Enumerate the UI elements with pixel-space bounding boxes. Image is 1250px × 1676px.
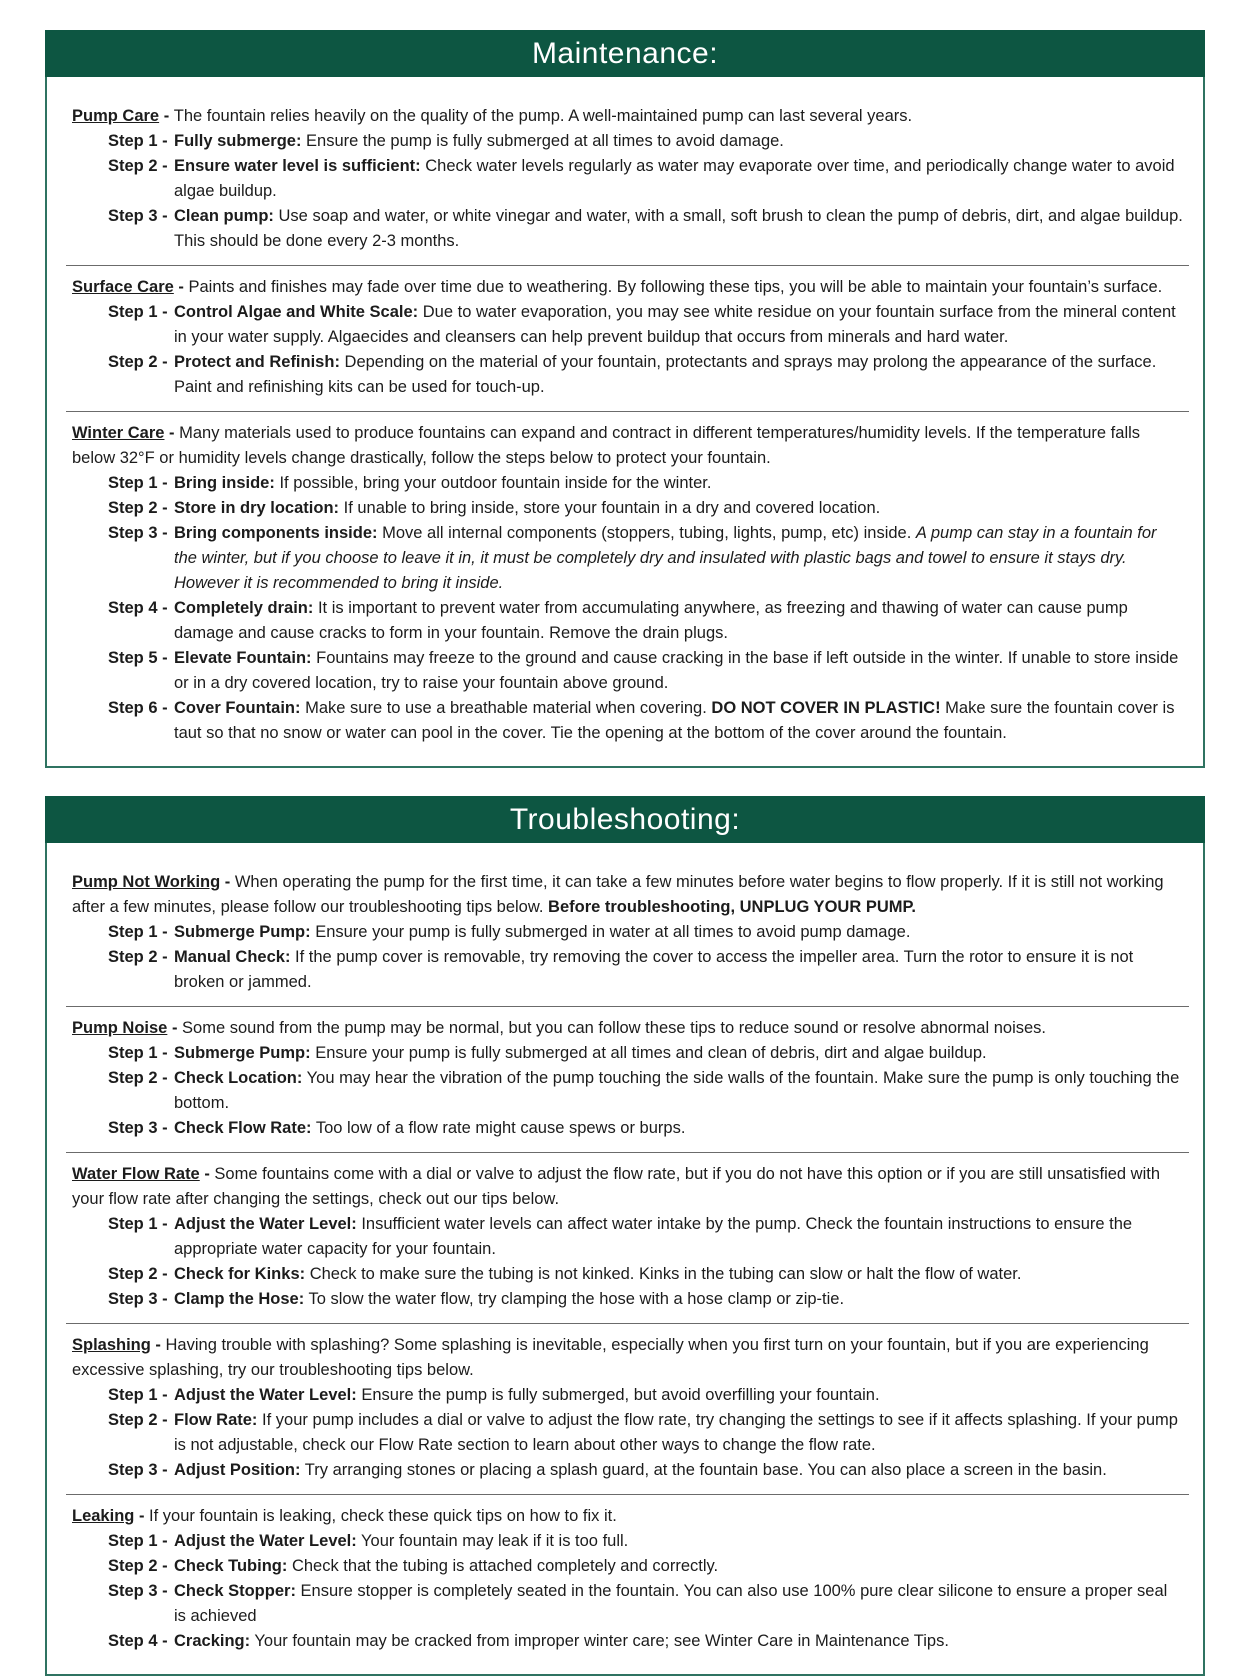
topic-intro-text: The fountain relies heavily on the quality of the pump. A well-maintained pump can last several years. — [173, 107, 913, 125]
topic-divider — [66, 1494, 1189, 1495]
step-row — [108, 1554, 1183, 1579]
step-text: Depending on the material of your fountain, protectants and sprays may prolong the appearance of the surface. Paint and refinishing kits can be used for touch-up. — [174, 353, 1157, 396]
step-title: Protect and Refinish: — [174, 353, 340, 371]
topic-pump-care — [72, 104, 1183, 254]
step-title: Flow Rate: — [174, 1411, 258, 1429]
step-label: Step 6 - — [108, 699, 168, 717]
step-body — [174, 300, 1183, 350]
step-label: Step 2 - — [108, 499, 168, 517]
topic-intro — [72, 104, 1183, 129]
step-label: Step 3 - — [108, 207, 168, 225]
step-body — [174, 1041, 1183, 1066]
step-title: Bring components inside: — [174, 524, 378, 542]
step-text: Insufficient water levels can affect water intake by the pump. Check the fountain instructions to ensure the appropriate water capacity for your fountain. — [174, 1215, 1133, 1258]
step-row — [108, 945, 1183, 995]
step-text: Check that the tubing is attached completely and correctly. — [291, 1557, 719, 1575]
step-text-after: Make sure the fountain cover is taut so that no snow or water can pool in the cover. Tie the opening at the bottom of the cover around the fountain. — [174, 699, 1175, 742]
topic-name: Surface Care — [72, 278, 174, 296]
step-row — [108, 1066, 1183, 1116]
step-text: Your fountain may be cracked from improper winter care; see Winter Care in Maintenance Tips. — [254, 1632, 949, 1650]
step-text: Ensure your pump is fully submerged at all times and clean of debris, dirt and algae buildup. — [315, 1044, 987, 1062]
step-title: Submerge Pump: — [174, 923, 311, 941]
topic-name: Pump Care — [72, 107, 160, 125]
topic-intro — [72, 1162, 1183, 1212]
step-label: Step 2 - — [108, 1265, 168, 1283]
topic-name: Pump Not Working — [72, 873, 221, 891]
step-text: Make sure to use a breathable material when covering. — [305, 699, 712, 717]
step-text: Your fountain may leak if it is too full. — [361, 1532, 629, 1550]
step-label: Step 4 - — [108, 599, 168, 617]
topic-name: Winter Care — [72, 424, 165, 442]
topic-intro-text: If your fountain is leaking, check these quick tips on how to fix it. — [149, 1507, 617, 1525]
step-body — [174, 154, 1183, 204]
topic-intro — [72, 1504, 1183, 1529]
step-text: If unable to bring inside, store your fountain in a dry and covered location. — [343, 499, 881, 517]
step-title: Ensure water level is sufficient: — [174, 157, 421, 175]
step-label: Step 1 - — [108, 1532, 168, 1550]
step-text: If your pump includes a dial or valve to adjust the flow rate, try changing the settings to see if it affects splashing. If your pump is not adjustable, check our Flow Rate section to learn about other ways to change the flow rate. — [174, 1411, 1178, 1454]
step-body — [174, 471, 1183, 496]
step-body — [174, 1458, 1183, 1483]
topic-dash: - — [199, 1165, 215, 1183]
step-title: Clean pump: — [174, 207, 274, 225]
step-row — [108, 696, 1183, 746]
topic-intro — [72, 1016, 1183, 1041]
section-title-maintenance: Maintenance: — [45, 30, 1205, 77]
step-body — [174, 521, 1183, 596]
step-body — [174, 1262, 1183, 1287]
step-title: Adjust the Water Level: — [174, 1532, 357, 1550]
topic-water-flow-rate — [72, 1162, 1183, 1312]
step-body — [174, 496, 1183, 521]
section-title-troubleshooting: Troubleshooting: — [45, 796, 1205, 843]
topic-dash: - — [164, 424, 180, 442]
step-title: Check Tubing: — [174, 1557, 288, 1575]
step-label: Step 5 - — [108, 649, 168, 667]
step-label: Step 1 - — [108, 1386, 168, 1404]
step-title: Bring inside: — [174, 474, 275, 492]
step-row — [108, 920, 1183, 945]
step-row — [108, 350, 1183, 400]
topic-pump-noise — [72, 1016, 1183, 1141]
topic-intro — [72, 870, 1183, 920]
step-text: Fountains may freeze to the ground and cause cracking in the base if left outside in the winter. If unable to store inside or in a dry covered location, try to raise your fountain above ground. — [174, 649, 1179, 692]
step-row — [108, 1529, 1183, 1554]
step-label: Step 2 - — [108, 157, 168, 175]
step-row — [108, 1262, 1183, 1287]
step-body — [174, 204, 1183, 254]
section-body-maintenance — [45, 77, 1205, 768]
panel-maintenance — [45, 30, 1205, 768]
step-title: Check for Kinks: — [174, 1265, 306, 1283]
topic-intro — [72, 275, 1183, 300]
topic-intro-text: Paints and finishes may fade over time due to weathering. By following these tips, you will be able to maintain your fountain’s surface. — [188, 278, 1163, 296]
topic-intro-text: Many materials used to produce fountains can expand and contract in different temperatures/humidity levels. If the temperature falls below 32°F or humidity levels change drastically, follow the steps below to protect your fountain. — [72, 424, 1141, 467]
step-body — [174, 1579, 1183, 1629]
topic-divider — [66, 411, 1189, 412]
step-title: Adjust the Water Level: — [174, 1215, 357, 1233]
step-row — [108, 1408, 1183, 1458]
step-text: Ensure your pump is fully submerged in water at all times to avoid pump damage. — [315, 923, 911, 941]
step-title: Adjust the Water Level: — [174, 1386, 357, 1404]
step-label: Step 3 - — [108, 1582, 168, 1600]
topic-pump-not-working — [72, 870, 1183, 995]
step-label: Step 2 - — [108, 948, 168, 966]
step-body — [174, 1554, 1183, 1579]
step-title: Store in dry location: — [174, 499, 340, 517]
step-label: Step 3 - — [108, 1461, 168, 1479]
step-row — [108, 1287, 1183, 1312]
topic-name: Water Flow Rate — [72, 1165, 200, 1183]
topic-dash: - — [173, 278, 189, 296]
step-body — [174, 920, 1183, 945]
step-row — [108, 596, 1183, 646]
step-body — [174, 1408, 1183, 1458]
step-text-italic: A pump can stay in a fountain for the winter, but if you choose to leave it in, it must be completely dry and insulated with plastic bags and towel to ensure it stays dry. However it is recommended to bring it inside. — [174, 524, 1157, 592]
step-row — [108, 1579, 1183, 1629]
step-row — [108, 129, 1183, 154]
step-text: Check water levels regularly as water may evaporate over time, and periodically change water to avoid algae buildup. — [174, 157, 1175, 200]
step-label: Step 2 - — [108, 1411, 168, 1429]
step-title: Control Algae and White Scale: — [174, 303, 419, 321]
step-row — [108, 471, 1183, 496]
step-body — [174, 646, 1183, 696]
step-title: Elevate Fountain: — [174, 649, 312, 667]
step-row — [108, 300, 1183, 350]
step-title: Clamp the Hose: — [174, 1290, 305, 1308]
step-body — [174, 1066, 1183, 1116]
step-body — [174, 696, 1183, 746]
topic-name: Splashing — [72, 1336, 151, 1354]
section-body-troubleshooting — [45, 843, 1205, 1676]
step-row — [108, 521, 1183, 596]
topic-intro — [72, 1333, 1183, 1383]
step-label: Step 3 - — [108, 1119, 168, 1137]
step-title: Completely drain: — [174, 599, 314, 617]
step-text: Too low of a flow rate might cause spews or burps. — [315, 1119, 686, 1137]
topic-splashing — [72, 1333, 1183, 1483]
step-row — [108, 1383, 1183, 1408]
step-label: Step 3 - — [108, 1290, 168, 1308]
step-row — [108, 1458, 1183, 1483]
step-title: Cover Fountain: — [174, 699, 301, 717]
topic-dash: - — [167, 1019, 183, 1037]
step-body — [174, 596, 1183, 646]
step-text: Move all internal components (stoppers, tubing, lights, pump, etc) inside. — [382, 524, 916, 542]
step-body — [174, 945, 1183, 995]
step-title: Manual Check: — [174, 948, 291, 966]
step-title: Check Flow Rate: — [174, 1119, 312, 1137]
step-row — [108, 646, 1183, 696]
step-label: Step 1 - — [108, 923, 168, 941]
topic-intro — [72, 421, 1183, 471]
step-row — [108, 1212, 1183, 1262]
step-body — [174, 1116, 1183, 1141]
step-text: Due to water evaporation, you may see white residue on your fountain surface from the mineral content in your water supply. Algaecides and cleansers can help prevent buildup that occurs from minerals and hard water. — [174, 303, 1176, 346]
step-body — [174, 1529, 1183, 1554]
step-label: Step 1 - — [108, 1044, 168, 1062]
step-text: Check to make sure the tubing is not kinked. Kinks in the tubing can slow or halt the flow of water. — [309, 1265, 1022, 1283]
step-row — [108, 1041, 1183, 1066]
step-title: Check Stopper: — [174, 1582, 296, 1600]
step-body — [174, 1287, 1183, 1312]
step-text: Try arranging stones or placing a splash guard, at the fountain base. You can also place a screen in the basin. — [304, 1461, 1107, 1479]
step-label: Step 4 - — [108, 1632, 168, 1650]
step-text: You may hear the vibration of the pump touching the side walls of the fountain. Make sure the pump is only touching the bottom. — [174, 1069, 1180, 1112]
step-text: If possible, bring your outdoor fountain inside for the winter. — [279, 474, 712, 492]
step-text: To slow the water flow, try clamping the hose with a hose clamp or zip-tie. — [308, 1290, 845, 1308]
step-label: Step 1 - — [108, 303, 168, 321]
care-guide-document — [0, 30, 1250, 1676]
step-row — [108, 1116, 1183, 1141]
step-label: Step 2 - — [108, 1069, 168, 1087]
step-title: Cracking: — [174, 1632, 251, 1650]
step-title: Submerge Pump: — [174, 1044, 311, 1062]
step-title: Adjust Position: — [174, 1461, 301, 1479]
step-body — [174, 1383, 1183, 1408]
step-text: Ensure the pump is fully submerged, but avoid overfilling your fountain. — [361, 1386, 880, 1404]
step-label: Step 1 - — [108, 132, 168, 150]
topic-intro-bold: Before troubleshooting, UNPLUG YOUR PUMP. — [548, 898, 916, 916]
step-label: Step 1 - — [108, 474, 168, 492]
step-text: It is important to prevent water from accumulating anywhere, as freezing and thawing of water can cause pump damage and cause cracks to form in your fountain. Remove the drain plugs. — [174, 599, 1128, 642]
topic-divider — [66, 1006, 1189, 1007]
topic-dash: - — [159, 107, 174, 125]
topic-divider — [66, 1323, 1189, 1324]
step-row — [108, 154, 1183, 204]
step-body — [174, 350, 1183, 400]
step-text: If the pump cover is removable, try removing the cover to access the impeller area. Turn the rotor to ensure it is not broken or jammed. — [174, 948, 1134, 991]
topic-dash: - — [134, 1507, 150, 1525]
topic-name: Pump Noise — [72, 1019, 168, 1037]
step-label: Step 2 - — [108, 353, 168, 371]
step-row — [108, 496, 1183, 521]
panel-troubleshooting — [45, 796, 1205, 1676]
step-title: Fully submerge: — [174, 132, 302, 150]
topic-intro-text: Some sound from the pump may be normal, but you can follow these tips to reduce sound or resolve abnormal noises. — [182, 1019, 1046, 1037]
topic-dash: - — [220, 873, 235, 891]
topic-divider — [66, 1152, 1189, 1153]
topic-intro-text: When operating the pump for the first time, it can take a few minutes before water begins to flow properly. If it is still not working after a few minutes, please follow our troubleshooting tips below. — [72, 873, 1164, 916]
topic-dash: - — [150, 1336, 166, 1354]
step-title: Check Location: — [174, 1069, 303, 1087]
step-text: Use soap and water, or white vinegar and water, with a small, soft brush to clean the pump of debris, dirt, and algae buildup. This should be done every 2-3 months. — [174, 207, 1183, 250]
step-label: Step 2 - — [108, 1557, 168, 1575]
step-text: Ensure the pump is fully submerged at all times to avoid damage. — [306, 132, 784, 150]
step-body — [174, 129, 1183, 154]
step-label: Step 1 - — [108, 1215, 168, 1233]
topic-divider — [66, 265, 1189, 266]
step-body — [174, 1629, 1183, 1654]
topic-intro-text: Some fountains come with a dial or valve to adjust the flow rate, but if you do not have this option or if you are still unsatisfied with your flow rate after changing the settings, check out our tips below. — [72, 1165, 1161, 1208]
step-text: Ensure stopper is completely seated in the fountain. You can also use 100% pure clear silicone to ensure a proper seal is achieved — [174, 1582, 1168, 1625]
step-text-bold: DO NOT COVER IN PLASTIC! — [711, 699, 941, 717]
topic-name: Leaking — [72, 1507, 135, 1525]
topic-leaking — [72, 1504, 1183, 1654]
topic-surface-care — [72, 275, 1183, 400]
step-label: Step 3 - — [108, 524, 168, 542]
step-body — [174, 1212, 1183, 1262]
topic-intro-text: Having trouble with splashing? Some splashing is inevitable, especially when you first turn on your fountain, but if you are experiencing excessive splashing, try our troubleshooting tips below. — [72, 1336, 1149, 1379]
step-row — [108, 204, 1183, 254]
step-row — [108, 1629, 1183, 1654]
topic-winter-care — [72, 421, 1183, 746]
